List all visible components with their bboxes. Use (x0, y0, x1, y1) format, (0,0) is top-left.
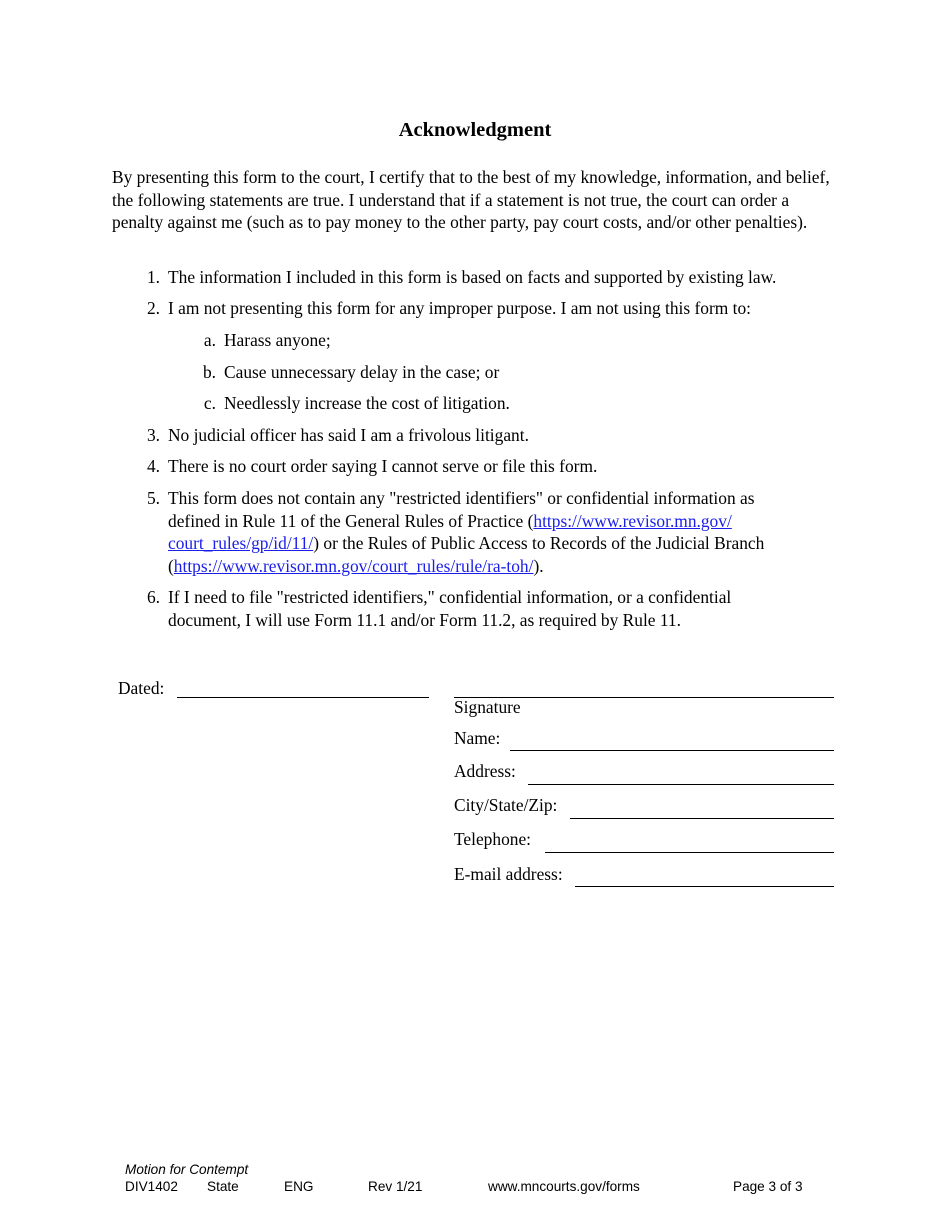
item-number: 1. (146, 267, 160, 287)
footer-jurisdiction: State (207, 1179, 239, 1194)
telephone-field[interactable] (545, 852, 834, 853)
intro-paragraph: By presenting this form to the court, I certify that to the best of my knowledge, information, and belief, the following statements are true. I understand that if a statement is not true, the court can order a penalty against me (such as to pay money to the other party, pay court costs, and/or other penalties). (112, 167, 830, 232)
city-state-zip-field[interactable] (570, 818, 834, 819)
item-text: The information I included in this form is based on facts and supported by existing law. (168, 267, 777, 287)
item-line: document, I will use Form 11.1 and/or Form 11.2, as required by Rule 11. (168, 609, 681, 630)
dated-field[interactable] (177, 697, 429, 698)
footer-form-code: DIV1402 (125, 1179, 178, 1194)
signature-label: Signature (454, 697, 521, 717)
item-number: 6. (146, 587, 160, 607)
paren-open: ( (168, 555, 174, 576)
footer-page-number: Page 3 of 3 (733, 1179, 803, 1194)
item-line: If I need to file "restricted identifiers," confidential information, or a confidential (168, 587, 732, 607)
footer-language: ENG (284, 1179, 314, 1194)
item-text: Harass anyone; (224, 330, 331, 350)
general-rules-link-continued[interactable]: court_rules/gp/id/11/ (168, 533, 314, 553)
item-number: 2. (146, 298, 160, 318)
item-line (168, 532, 868, 555)
item-text: There is no court order saying I cannot serve or file this form. (168, 456, 598, 476)
telephone-label: Telephone: (454, 829, 532, 849)
item-number: 5. (146, 488, 160, 508)
item-text: I am not presenting this form for any improper purpose. I am not using this form to: (168, 298, 751, 318)
item-line: This form does not contain any "restricted identifiers" or confidential information as (168, 488, 755, 508)
item-letter: b. (202, 362, 216, 382)
item-number: 3. (146, 425, 160, 445)
email-label: E-mail address: (454, 864, 563, 884)
item-line (168, 510, 868, 533)
address-label: Address: (454, 761, 516, 781)
email-field[interactable] (575, 886, 834, 887)
item-line (168, 555, 868, 578)
item-letter: a. (203, 330, 216, 350)
item-letter: c. (203, 393, 216, 413)
address-field[interactable] (528, 784, 834, 785)
footer-website: www.mncourts.gov/forms (488, 1179, 640, 1194)
city-state-zip-label: City/State/Zip: (454, 795, 558, 815)
item-text (168, 586, 868, 631)
item-text: Needlessly increase the cost of litigation. (224, 393, 510, 413)
footer-form-title: Motion for Contempt (125, 1162, 249, 1177)
paren-close: ). (533, 555, 544, 576)
footer-revision: Rev 1/21 (368, 1179, 423, 1194)
item-text: Cause unnecessary delay in the case; or (224, 362, 500, 382)
item-number: 4. (146, 456, 160, 476)
item-text: No judicial officer has said I am a frivolous litigant. (168, 425, 529, 445)
name-label: Name: (454, 728, 501, 748)
name-field[interactable] (510, 750, 834, 751)
general-rules-link[interactable]: https://www.revisor.mn.gov/ (533, 510, 732, 531)
item-line-text: ) or the Rules of Public Access to Records of the Judicial Branch (313, 533, 765, 553)
item-text (168, 487, 868, 577)
public-access-rules-link[interactable]: https://www.revisor.mn.gov/court_rules/rule/ra-toh/ (173, 555, 534, 576)
page-title: Acknowledgment (398, 119, 552, 141)
item-line-text: defined in Rule 11 of the General Rules of Practice ( (168, 510, 534, 531)
dated-label: Dated: (118, 678, 165, 698)
